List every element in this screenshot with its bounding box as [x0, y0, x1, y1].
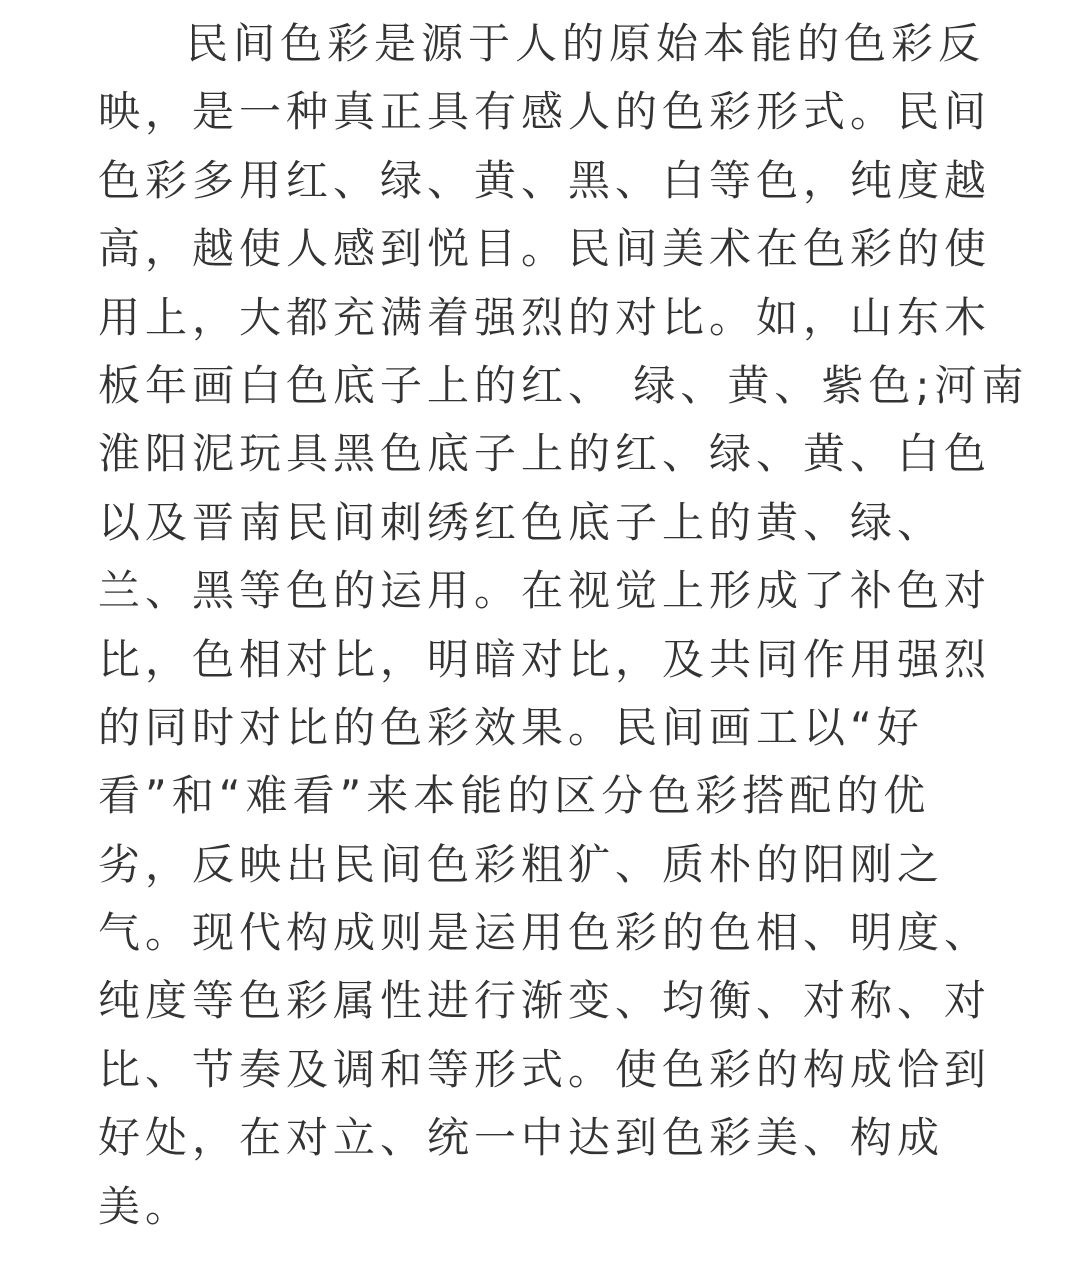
text-line: 比，色相对比，明暗对比，及共同作用强烈 [98, 634, 992, 684]
text-line: 看”和“难看”来本能的区分色彩搭配的优 [98, 771, 931, 821]
text-line: 气。现代构成则是运用色彩的色相、明度、 [98, 908, 992, 958]
text-line: 劣，反映出民间色彩粗犷、质朴的阳刚之 [98, 839, 945, 889]
article-body [98, 10, 1029, 1241]
text-line: 比、节奏及调和等形式。使色彩的构成恰到 [98, 1044, 992, 1094]
text-line: 美。 [98, 1181, 193, 1231]
text-line: 兰、黑等色的运用。在视觉上形成了补色对 [98, 566, 992, 616]
text-line: 用上，大都充满着强烈的对比。如，山东木 [98, 292, 992, 342]
text-line: 纯度等色彩属性进行渐变、均衡、对称、对 [98, 976, 992, 1026]
text-line: 以及晋南民间刺绣红色底子上的黄、绿、 [98, 497, 945, 547]
text-line: 映，是一种真正具有感人的色彩形式。民间 [98, 87, 992, 137]
text-line: 淮阳泥玩具黑色底子上的红、绿、黄、白色 [98, 429, 992, 479]
text-line: 高，越使人感到悦目。民间美术在色彩的使 [98, 224, 992, 274]
text-line: 色彩多用红、绿、黄、黑、白等色，纯度越 [98, 155, 992, 205]
text-line: 民间色彩是源于人的原始本能的色彩反 [186, 19, 986, 68]
text-line: 板年画白色底子上的红、 绿、黄、紫色;河南 [98, 360, 1029, 410]
text-line: 的同时对比的色彩效果。民间画工以“好 [98, 702, 924, 752]
text-line: 好处，在对立、统一中达到色彩美、构成 [98, 1113, 945, 1163]
